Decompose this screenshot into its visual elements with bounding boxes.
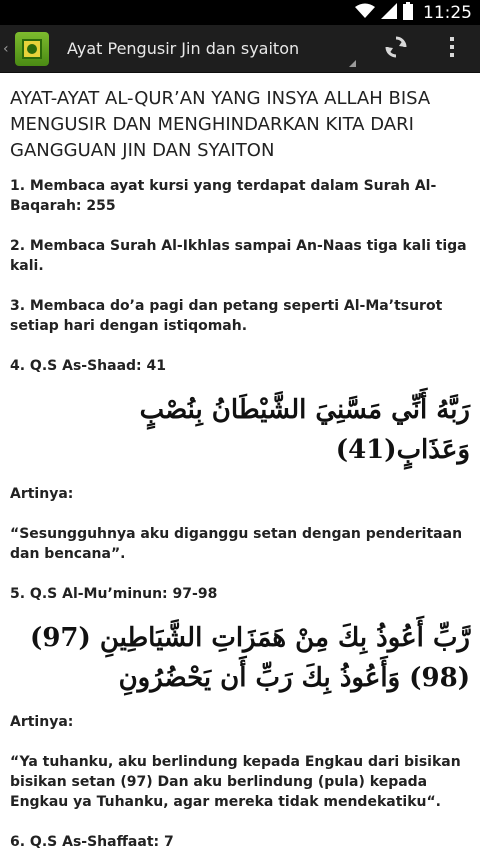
signal-icon [381, 3, 397, 23]
arabic-verse-1: رَبَّهُ أَنِّي مَسَّنِيَ الشَّيْطَانُ بِنُصْبٍ وَعَذَابٍ(41) [139, 395, 470, 465]
app-title: Ayat Pengusir Jin dan syaiton [67, 39, 300, 58]
arabic-verse-2: رَّبِّ أَعُوذُ بِكَ مِنْ هَمَزَاتِ الشَّيَاطِينِ (97)(98) وَأَعُوذُ بِكَ رَبِّ أَن يَحْضُرُونِ [30, 623, 470, 693]
item-6: 6. Q.S As-Shaffaat: 7 [10, 834, 174, 850]
item-1: 1. Membaca ayat kursi yang terdapat dalam Surah Al-Baqarah: 255 [10, 178, 437, 214]
artinya-label-1: Artinya: [10, 486, 74, 502]
translation-1: “Sesungguhnya aku diganggu setan dengan penderitaan dan bencana”. [10, 526, 463, 562]
overflow-menu-icon [448, 35, 456, 63]
dropdown-indicator-icon [349, 60, 356, 67]
article-heading: AYAT-AYAT AL-QUR’AN YANG INSYA ALLAH BISA MENGUSIR DAN MENGHINDARKAN KITA DARI GANGGUAN JIN DAN SYAITON [10, 88, 431, 161]
app-title-spinner[interactable] [67, 25, 368, 73]
overflow-menu-button[interactable] [424, 25, 480, 73]
refresh-icon [383, 34, 409, 64]
wifi-icon [355, 3, 375, 23]
app-logo[interactable] [15, 32, 49, 66]
item-4: 4. Q.S As-Shaad: 41 [10, 358, 167, 374]
refresh-button[interactable] [368, 25, 424, 73]
article-content[interactable] [0, 74, 480, 850]
status-bar [0, 0, 480, 25]
up-caret-icon[interactable]: ‹ [3, 40, 9, 57]
battery-icon [403, 2, 413, 24]
item-5: 5. Q.S Al-Mu’minun: 97-98 [10, 586, 218, 602]
translation-2: “Ya tuhanku, aku berlindung kepada Engkau dari bisikan bisikan setan (97) Dan aku berlindung (pula) kepada Engkau ya Tuhanku, agar mereka tidak mendekatiku“. [10, 754, 461, 810]
artinya-label-2: Artinya: [10, 714, 74, 730]
item-2: 2. Membaca Surah Al-Ikhlas sampai An-Naas tiga kali tiga kali. [10, 238, 467, 274]
status-time: 11:25 [423, 2, 472, 23]
item-3: 3. Membaca do’a pagi dan petang seperti Al-Ma’tsurot setiap hari dengan istiqomah. [10, 298, 443, 334]
action-bar [0, 25, 480, 73]
